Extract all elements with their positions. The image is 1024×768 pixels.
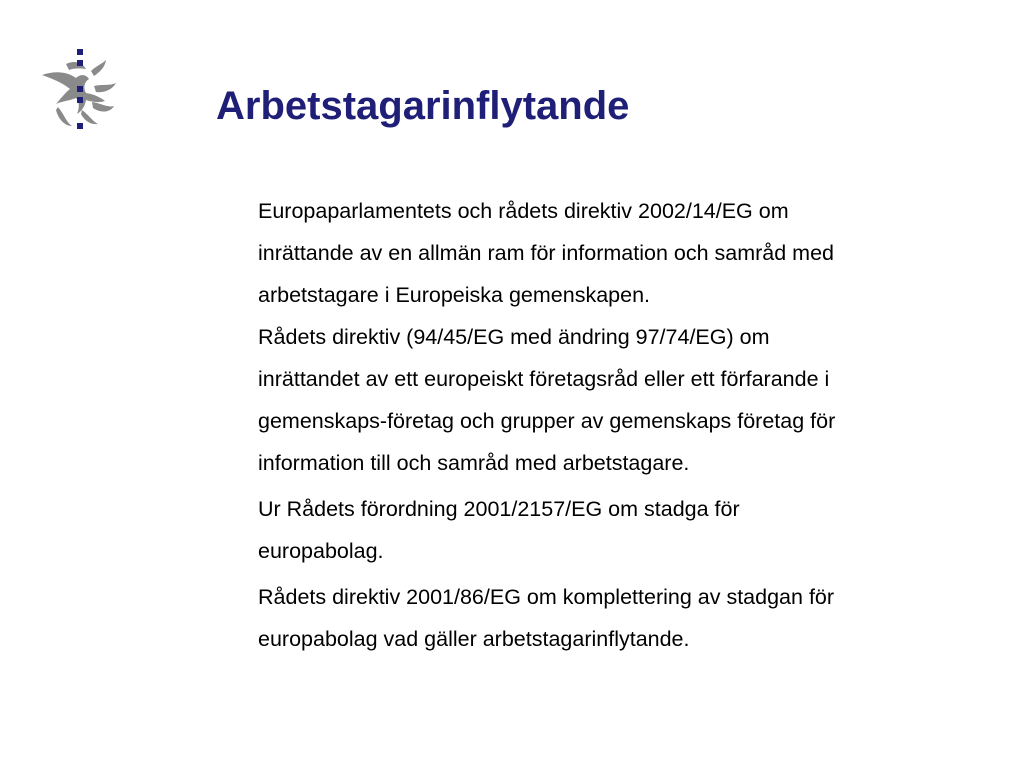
text-line: europabolag vad gäller arbetstagarinflytande. xyxy=(258,627,690,651)
paragraph-directives xyxy=(258,190,978,484)
slide-title: Arbetstagarinflytande xyxy=(216,84,630,128)
text-line: gemenskaps-företag och grupper av gemenskaps företag för xyxy=(258,409,836,433)
text-line: arbetstagare i Europeiska gemenskapen. xyxy=(258,283,651,307)
text-line: Europaparlamentets och rådets direktiv 2002/14/EG om xyxy=(258,199,789,223)
text-line: Rådets direktiv 2001/86/EG om komplettering av stadgan för xyxy=(258,585,835,609)
paragraph-supplement xyxy=(258,576,978,660)
slide-body xyxy=(258,190,978,660)
text-line: inrättande av en allmän ram för information och samråd med xyxy=(258,241,834,265)
paragraph-regulation xyxy=(258,488,978,572)
university-flame-logo-icon xyxy=(36,44,126,136)
text-line: Ur Rådets förordning 2001/2157/EG om stadga för xyxy=(258,497,740,521)
text-line: Rådets direktiv (94/45/EG med ändring 97/74/EG) om xyxy=(258,325,770,349)
text-line: inrättandet av ett europeiskt företagsråd eller ett förfarande i xyxy=(258,367,830,391)
text-line: information till och samråd med arbetstagare. xyxy=(258,451,690,475)
text-line: europabolag. xyxy=(258,539,384,563)
